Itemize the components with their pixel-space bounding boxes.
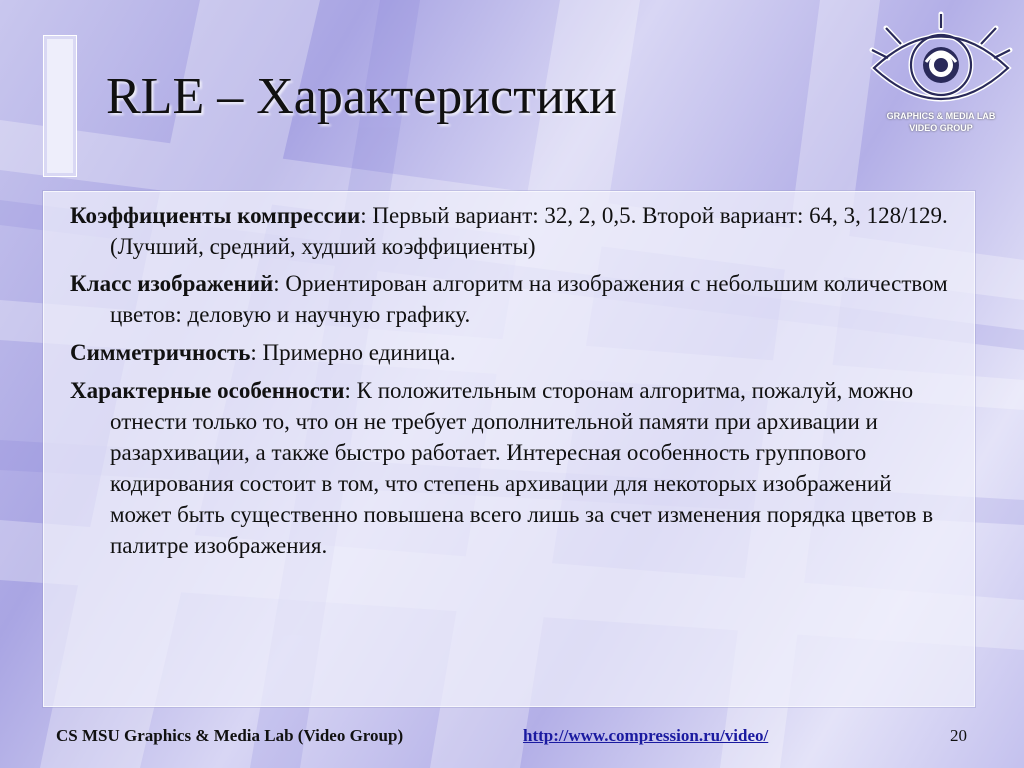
- item-text: : К положительным сторонам алгоритма, пожалуй, можно отнести только то, что он не требует дополнительной памяти при архивации и разархивации, а также быстро работает. Интересная особенность группового кодирования состоит в том, что степень архивации для некоторых изображений может быть существенно повышена всего лишь за счет изменения порядка цветов в палитре изображения.: [110, 378, 934, 558]
- item-text: : Примерно единица.: [250, 340, 456, 365]
- item-text: : Ориентирован алгоритм на изображения с небольшим количеством цветов: деловую и научную графику.: [110, 271, 948, 327]
- item-features: [70, 375, 950, 561]
- page-number: 20: [950, 726, 967, 745]
- footer-lab-name: CS MSU Graphics & Media Lab (Video Group): [56, 726, 404, 745]
- item-lead: Характерные особенности: [70, 378, 345, 403]
- item-text: : Первый вариант: 32, 2, 0,5. Второй вариант: 64, 3, 128/129. (Лучший, средний, худший коэффициенты): [110, 203, 948, 259]
- item-lead: Коэффициенты компрессии: [70, 203, 361, 228]
- item-compression-ratios: [70, 200, 950, 262]
- item-image-class: [70, 268, 950, 330]
- item-lead: Класс изображений: [70, 271, 274, 296]
- logo-caption-line1: GRAPHICS & MEDIA LAB: [886, 111, 996, 121]
- item-symmetry: [70, 337, 950, 368]
- slide-title: RLE – Характеристики: [106, 68, 617, 125]
- title-accent-bar: [43, 35, 77, 177]
- logo-caption: [866, 110, 1016, 134]
- footer-url-link[interactable]: http://www.compression.ru/video/: [523, 726, 769, 745]
- logo-caption-line2: VIDEO GROUP: [909, 123, 973, 133]
- item-lead: Симметричность: [70, 340, 251, 365]
